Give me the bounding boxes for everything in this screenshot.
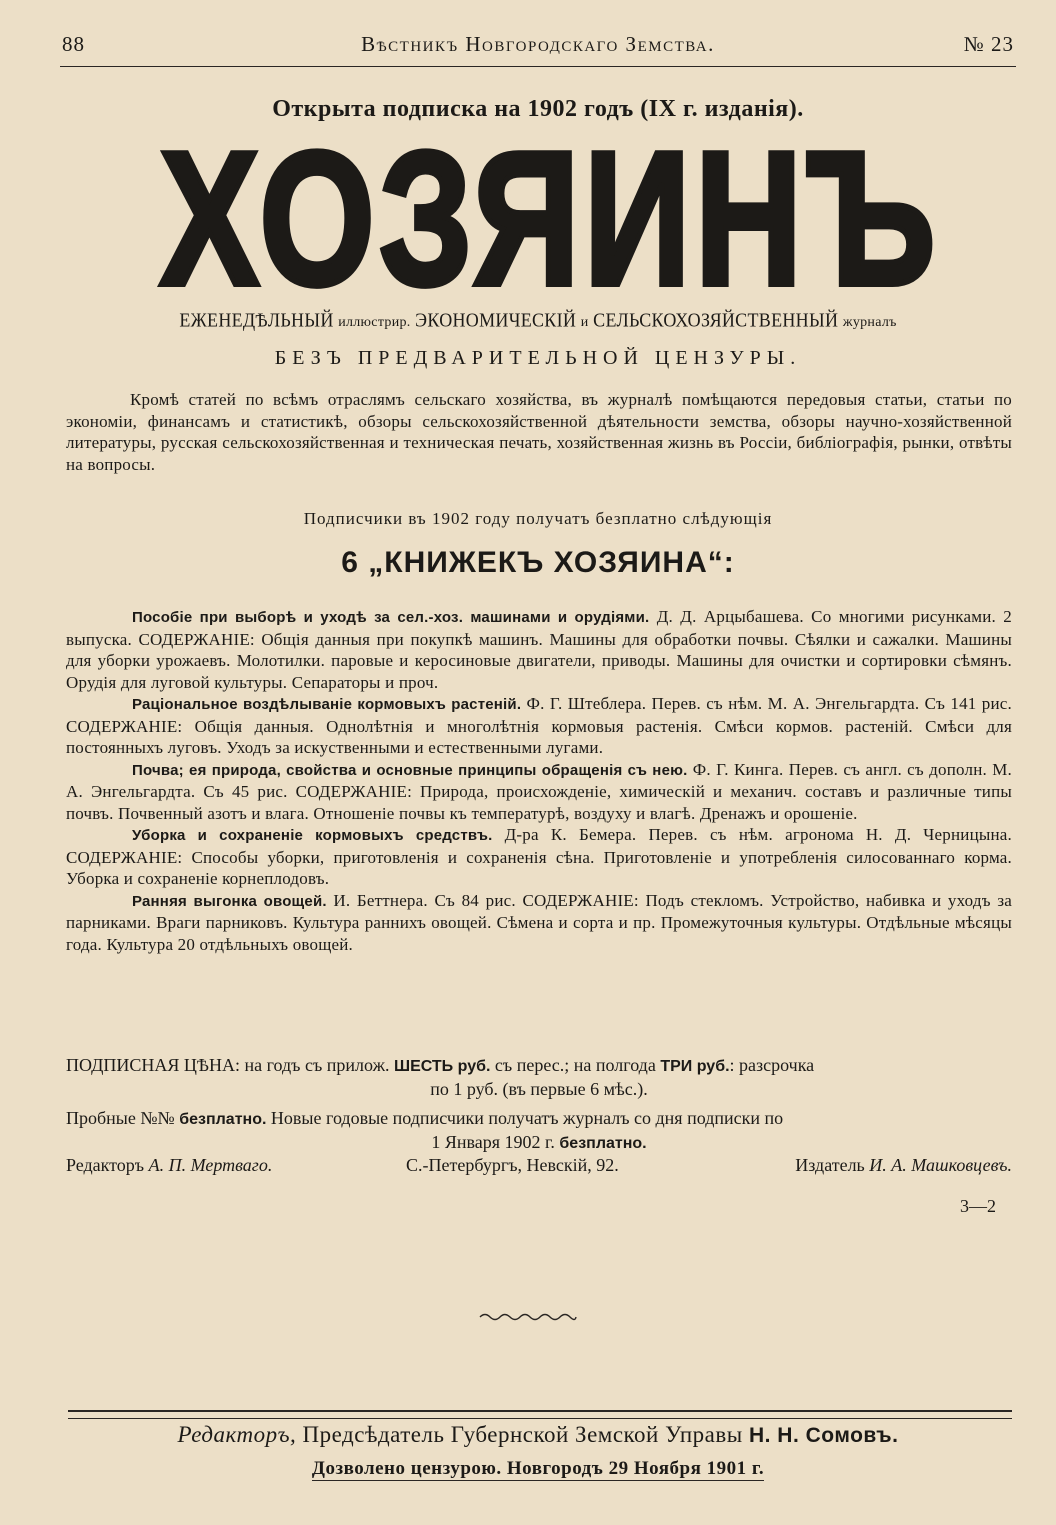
desc-agricultural: СЕЛЬСКОХОЗЯЙСТВЕННЫЙ — [593, 308, 839, 331]
ornament-divider — [478, 1310, 578, 1324]
masthead-wordmark — [150, 136, 950, 306]
editor-credit — [66, 1155, 272, 1176]
books-list — [66, 606, 1012, 955]
footer-censor-line — [60, 1458, 1016, 1480]
footer-editor-label: Редакторъ, — [177, 1422, 297, 1447]
price-mid: съ перес.; на полгода — [494, 1055, 656, 1075]
wave-ornament-icon — [478, 1310, 578, 1324]
trial-date: 1 Января 1902 г. — [431, 1132, 555, 1152]
address: С.-Петербургъ, Невскій, 92. — [406, 1155, 619, 1175]
book-title: Ранняя выгонка овощей. — [132, 892, 327, 910]
price-six: ШЕСТЬ руб. — [394, 1058, 491, 1075]
footer-editor-line — [60, 1422, 1016, 1448]
trial-mid: Новые годовые подписчики получатъ журналъ со дня подписки по — [270, 1108, 784, 1128]
book-title: Пособіе при выборѣ и уходѣ за сел.-хоз. машинами и орудіями. — [132, 609, 650, 626]
trial-free-2: безплатно. — [559, 1135, 647, 1152]
book-entry — [66, 759, 1012, 825]
book-entry — [66, 890, 1012, 956]
desc-economic: ЭКОНОМИЧЕСКІЙ — [415, 308, 577, 331]
censor-approval: Дозволено цензурою. Новгородъ 29 Ноября 1901 г. — [311, 1458, 765, 1479]
publisher-credit — [795, 1155, 1012, 1176]
censorship-line: БЕЗЪ ПРЕДВАРИТЕЛЬНОЙ ЦЕНЗУРЫ. — [274, 347, 802, 369]
desc-and: и — [580, 315, 589, 330]
book-text: И. Беттнера. Съ 84 рис. СОДЕРЖАНІЕ: Подъ стекломъ. Устройство, набивка и уходъ за парниками. Враги парниковъ. Культура раннихъ овощей. Сѣмена и сорта и пр. Промежуточныя культуры. Отдѣльные мѣсяцы года. Культура 20 отдѣльныхъ овощей. — [66, 890, 1012, 954]
price-installments: по 1 руб. (въ первые 6 мѣс.). — [430, 1079, 648, 1099]
staff-line — [66, 1155, 1012, 1181]
header-rule — [60, 66, 1016, 67]
book-entry — [66, 824, 1012, 890]
publisher-label: Издатель — [795, 1155, 865, 1175]
trial-free: безплатно. — [179, 1111, 267, 1128]
issue-number: № 23 — [963, 32, 1014, 56]
intro-paragraph: Кромѣ статей по всѣмъ отраслямъ сельскаго хозяйства, въ журналѣ помѣщаются передовыя статьи, статьи по экономіи, финансамъ и статистикѣ, обзоры сельскохозяйственной дѣятельности земства, обзоры научно-хозяйственной литературы, русская сельскохозяйственная и техническая печать, хозяйственная жизнь въ Россіи, библіографія, рынки, отвѣты на вопросы. — [66, 390, 1012, 474]
footer-rule — [68, 1410, 1012, 1419]
desc-weekly: ЕЖЕНЕДѢЛЬНЫЙ — [179, 308, 334, 331]
publisher-name: И. А. Машковцевъ. — [869, 1155, 1012, 1175]
footer-editor-name: Н. Н. Сомовъ. — [748, 1424, 899, 1447]
trial-line — [66, 1107, 1012, 1131]
desc-journal: журналъ — [842, 315, 897, 330]
journal-description — [60, 310, 1016, 331]
book-title: Уборка и сохраненіе кормовыхъ средствъ. — [132, 827, 493, 844]
price-block — [66, 1054, 1012, 1155]
editor-label: Редакторъ — [66, 1155, 145, 1175]
books-heading: 6 „КНИЖЕКЪ ХОЗЯИНА“: — [341, 546, 735, 579]
book-text: Ф. Г. Кинга. Перев. съ англ. съ дополн. М. А. Энгельгардта. Съ 45 рис. СОДЕРЖАНІЕ: Природа, происхожденіе, химическій и механич. составъ и различные типы почвъ. Почвенный азотъ и влага. Отношеніе почвы къ температурѣ, воздуху и влагѣ. Дренажъ и орошеніе. — [66, 759, 1012, 823]
price-lead: ПОДПИСНАЯ ЦѢНА: на годъ съ прилож. — [66, 1055, 390, 1075]
page-number: 88 — [62, 32, 85, 56]
book-entry — [66, 606, 1012, 693]
book-text: Ф. Г. Штеблера. Перев. съ нѣм. М. А. Энгельгардта. Съ 141 рис. СОДЕРЖАНІЕ: Общія данныя. Однолѣтнія и многолѣтнія кормовыя растенія. Смѣси кормов. растеній. Смѣси для постоянныхъ луговъ. Уходъ за искуственными и естественными лугами. — [66, 694, 1013, 757]
trial-lead: Пробные №№ — [66, 1108, 175, 1128]
book-entry — [66, 693, 1012, 759]
masthead-logo — [150, 136, 950, 306]
book-title: Раціональное воздѣлываніе кормовыхъ растеній. — [132, 696, 522, 713]
journal-title: Вѣстникъ Новгородскаго Земства. — [361, 32, 715, 56]
footer-editor-text: Предсѣдатель Губернской Земской Управы — [302, 1422, 743, 1447]
price-three: ТРИ руб. — [660, 1058, 730, 1075]
editor-name: А. П. Мертваго. — [148, 1155, 273, 1175]
price-tail: : разсрочка — [729, 1055, 815, 1075]
subscription-notice: Открыта подписка на 1902 годъ (IX г. изданія). — [272, 96, 804, 122]
subscribers-get-line: Подписчики въ 1902 году получатъ безплатно слѣдующія — [303, 509, 773, 528]
price-line — [66, 1054, 1012, 1078]
desc-illustrated: иллюстрир. — [338, 315, 411, 330]
book-text: Д. Д. Арцыбашева. Со многими рисунками. 2 выпуска. СОДЕРЖАНІЕ: Общія данныя при покупкѣ машинъ. Машины для обработки почвы. Сѣялки и сажалки. Машины для уборки урожаевъ. Молотилки. паровые и керосиновые двигатели, приводы. Машины для очистки и сортировки сѣмянъ. Орудія для луговой культуры. Сепараторы и проч. — [66, 607, 1012, 692]
ad-counter: 3—2 — [960, 1196, 996, 1216]
running-head — [62, 32, 1014, 62]
masthead-title: ХОЗЯИНЪ — [160, 136, 940, 306]
book-title: Почва; ея природа, свойства и основные принципы обращенія съ нею. — [132, 761, 688, 779]
book-text: Д-ра К. Бемера. Перев. съ нѣм. агронома Н. Д. Черницына. СОДЕРЖАНІЕ: Способы уборки, приготовленія и сохраненія сѣна. Приготовленіе и употребленія силосованнаго корма. Уборка и сохраненіе корнеплодовъ. — [66, 825, 1013, 888]
trial-date-line — [66, 1131, 1012, 1155]
